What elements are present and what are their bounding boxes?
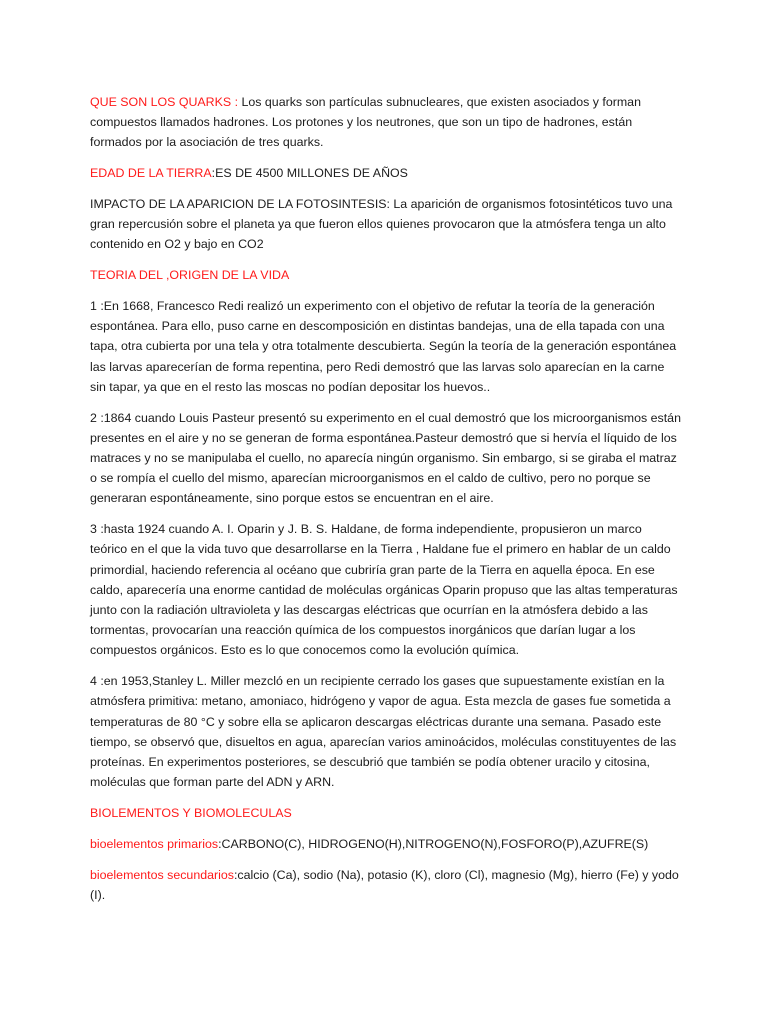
origin-item-4: 4 :en 1953,Stanley L. Miller mezcló en un recipiente cerrado los gases que supuestamente existían en la atmósfera primitiva: metano, amoniaco, hidrógeno y vapor de agua. Esta mezcla de gases fue sometida a temperaturas de 80 °C y sobre ella se aplicaron descargas eléctricas durante una semana. Pasado este tiempo, se observó que, disueltos en agua, aparecían varios aminoácidos, moléculas constituyentes de las proteínas. En experimentos posteriores, se descubrió que también se podía obtener uracilo y citosina, moléculas que forman parte del ADN y ARN. [90,674,677,790]
quarks-label: QUE SON LOS QUARKS : [90,95,239,109]
primarios-text: :CARBONO(C), HIDROGENO(H),NITROGENO(N),FOSFORO(P),AZUFRE(S) [218,836,649,851]
biomoleculas-heading: BIOLEMENTOS Y BIOMOLECULAS [90,806,292,821]
origin-item-1: 1 :En 1668, Francesco Redi realizó un experimento con el objetivo de refutar la teoría de la generación espontánea. Para ello, puso carne en descomposición en distintas bandejas, una de ella tapada con una tapa, otra cubierta por una tela y otra totalmente descubierta. Según la teoría de la generación espontánea las larvas aparecerían de forma repentina, pero Redi demostró que las larvas solo aparecían en la carne sin tapar, ya que en el resto las moscas no podían depositar los huevos.. [90,299,677,394]
secundarios-text: :calcio (Ca), sodio (Na), potasio (K), cloro (Cl), magnesio (Mg), hierro (Fe) y yodo (I). [90,867,679,902]
origin-item-2: 2 :1864 cuando Louis Pasteur presentó su experimento en el cual demostró que los microorganismos están presentes en el aire y no se generan de forma espontánea.Pasteur demostró que si hervía el líquido de los matraces y no se manipulaba el cuello, no aparecía ningún organismo. Sin embargo, si se giraba el matraz o se rompía el cuello del mismo, aparecían microorganismos en el caldo de cultivo, pero no porque se generaran espontáneamente, sino porque estos se encuentran en el aire. [90,410,681,506]
secundarios-label: bioelementos secundarios [90,867,234,882]
teoria-heading: TEORIA DEL ,ORIGEN DE LA VIDA [90,268,290,283]
fotosintesis-paragraph: IMPACTO DE LA APARICION DE LA FOTOSINTESIS: La aparición de organismos fotosintéticos tuvo una gran repercusión sobre el planeta ya que fueron ellos quienes provocaron que la atmósfera tenga un alto contenido en O2 y bajo en CO2 [90,197,673,252]
quarks-paragraph [90,92,682,153]
secundarios-paragraph [90,865,682,905]
document-page [90,92,682,916]
edad-label: EDAD DE LA TIERRA [90,166,212,181]
primarios-label: bioelementos primarios [90,836,219,851]
edad-text: :ES DE 4500 MILLONES DE AÑOS [211,166,408,181]
primarios-paragraph [90,834,682,854]
quarks-text: Los quarks son partículas subnucleares, que existen asociados y forman compuestos llamados hadrones. Los protones y los neutrones, que son un tipo de hadrones, están formados por la asociación de tres quarks. [90,95,641,150]
edad-paragraph [90,163,682,183]
origin-item-3: 3 :hasta 1924 cuando A. I. Oparin y J. B. S. Haldane, de forma independiente, propusieron un marco teórico en el que la vida tuvo que desarrollarse en la Tierra , Haldane fue el primero en hablar de un caldo primordial, haciendo referencia al océano que cubriría gran parte de la Tierra en aquella época. En ese caldo, aparecería una enorme cantidad de moléculas orgánicas Oparin propuso que las altas temperaturas junto con la radiación ultravioleta y las descargas eléctricas que ocurrían en la atmósfera debido a las tormentas, provocarían una reacción química de los compuestos inorgánicos que darían lugar a los compuestos orgánicos. Esto es lo que conocemos como la evolución química. [90,522,678,658]
